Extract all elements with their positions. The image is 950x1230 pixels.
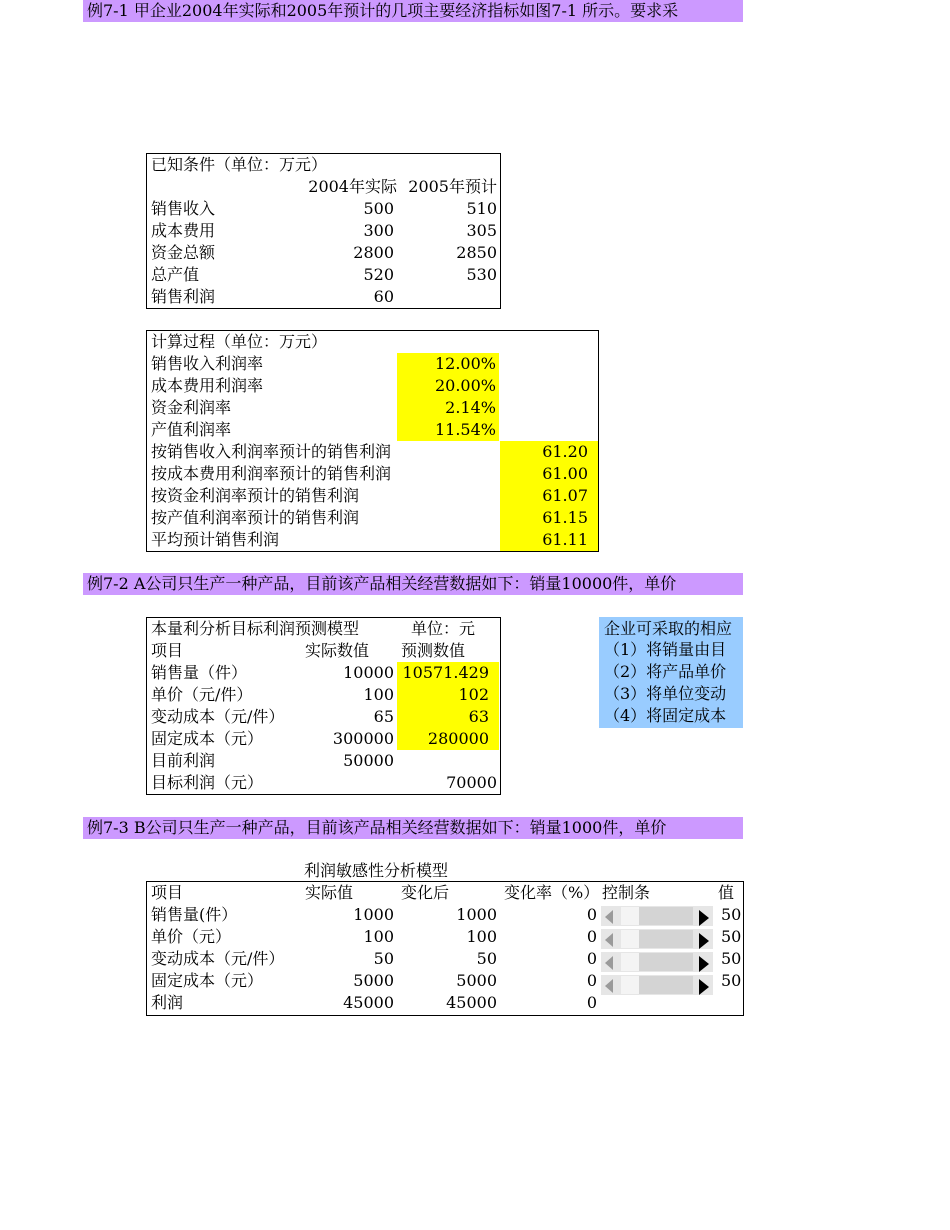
known-row-forecast	[397, 286, 497, 308]
cvp-row-actual: 50000	[343, 751, 394, 770]
known-conditions-table	[146, 153, 501, 309]
cvp-row-actual	[297, 772, 394, 794]
cvp-unit: 单位：元	[411, 619, 476, 638]
known-row-forecast: 510	[466, 199, 497, 218]
cvp-row-label: 固定成本（元）	[151, 729, 264, 748]
cvp-row-actual: 100	[363, 685, 394, 704]
known-row-actual: 2800	[353, 243, 394, 262]
cvp-row-actual: 300000	[332, 729, 394, 748]
calc-rate-value[interactable]: 20.00%	[397, 375, 499, 397]
sens-row-label: 单价（元）	[151, 927, 232, 946]
cvp-row-forecast: 70000	[446, 773, 497, 792]
sens-row-after: 5000	[456, 971, 497, 990]
calc-profit-value[interactable]: 61.11	[500, 529, 598, 551]
cvp-row-forecast[interactable]: 10571.429	[397, 662, 499, 684]
example3-banner: 例7-3 B公司只生产一种产品，目前该产品相关经营数据如下：销量1000件，单价	[83, 817, 743, 839]
calc-rate-value[interactable]: 12.00%	[397, 353, 499, 375]
calc-rate-label: 资金利润率	[151, 398, 232, 417]
calc-profit-label: 按资金利润率预计的销售利润	[151, 486, 360, 505]
calc-profit-label: 按成本费用利润率预计的销售利润	[151, 464, 392, 483]
measures-title: 企业可采取的相应	[604, 619, 733, 638]
sensitivity-table	[146, 881, 744, 1016]
calc-profit-value[interactable]: 61.07	[500, 485, 598, 507]
calc-profit-value[interactable]: 61.00	[500, 463, 598, 485]
known-row-actual: 60	[373, 287, 394, 306]
cvp-row-forecast[interactable]: 63	[397, 706, 499, 728]
sens-col-actual: 实际值	[305, 883, 354, 902]
cvp-row-label: 单价（元/件）	[151, 685, 253, 704]
sens-row-after: 45000	[446, 993, 497, 1012]
sens-row-rate: 0	[586, 927, 597, 946]
sens-row-rate: 0	[586, 993, 597, 1012]
right-arrow-icon[interactable]	[699, 979, 709, 995]
left-arrow-icon[interactable]	[605, 910, 613, 924]
sens-row-after: 50	[476, 949, 497, 968]
measures-note	[599, 617, 743, 728]
known-row-actual: 500	[363, 199, 394, 218]
scrollbar-thumb[interactable]	[621, 907, 639, 925]
control-scrollbar[interactable]	[601, 906, 713, 926]
example2-banner: 例7-2 A公司只生产一种产品，目前该产品相关经营数据如下：销量10000件，单价	[83, 573, 743, 595]
sens-col-control: 控制条	[602, 883, 651, 902]
sens-row-value: 50	[721, 927, 742, 946]
sens-col-rate: 变化率（%）	[504, 883, 600, 902]
example1-banner: 例7-1 甲企业2004年实际和2005年预计的几项主要经济指标如图7-1 所示。要求采	[83, 0, 743, 22]
calc-rate-value[interactable]: 2.14%	[397, 397, 499, 419]
sens-row-rate: 0	[586, 949, 597, 968]
cvp-row-actual: 10000	[343, 663, 394, 682]
cvp-row-label: 变动成本（元/件）	[151, 707, 285, 726]
control-scrollbar[interactable]	[601, 929, 713, 949]
sens-row-label: 利润	[151, 993, 184, 1012]
known-row-label: 总产值	[151, 265, 200, 284]
sens-row-value: 50	[721, 905, 742, 924]
cvp-row-forecast[interactable]: 280000	[397, 728, 499, 750]
known-row-actual: 300	[363, 221, 394, 240]
cvp-title: 本量利分析目标利润预测模型	[151, 619, 360, 638]
calc-process-table	[146, 330, 599, 552]
cvp-row-forecast	[397, 750, 497, 772]
cvp-row-forecast[interactable]: 102	[397, 684, 499, 706]
cvp-row-actual: 65	[373, 707, 394, 726]
sens-row-value: 50	[721, 949, 742, 968]
sens-row-after: 1000	[456, 905, 497, 924]
cvp-row-label: 目标利润（元）	[151, 773, 264, 792]
left-arrow-icon[interactable]	[605, 933, 613, 947]
calc-profit-label: 按销售收入利润率预计的销售利润	[151, 442, 392, 461]
left-arrow-icon[interactable]	[605, 979, 613, 993]
sens-row-label: 固定成本（元）	[151, 971, 264, 990]
sens-row-actual: 45000	[343, 993, 394, 1012]
sens-row-actual: 1000	[353, 905, 394, 924]
sens-row-value: 50	[721, 971, 742, 990]
right-arrow-icon[interactable]	[699, 910, 709, 926]
sens-row-rate: 0	[586, 971, 597, 990]
calc-profit-label: 按产值利润率预计的销售利润	[151, 508, 360, 527]
scrollbar-thumb[interactable]	[621, 930, 639, 948]
sens-row-label: 变动成本（元/件）	[151, 949, 285, 968]
sens-col-after: 变化后	[401, 883, 450, 902]
sens-col-item: 项目	[151, 883, 184, 902]
calc-profit-value[interactable]: 61.15	[500, 507, 598, 529]
calc-profit-label: 平均预计销售利润	[151, 530, 280, 549]
cvp-col-actual: 实际数值	[305, 641, 370, 660]
cvp-col-item: 项目	[151, 641, 184, 660]
calc-profit-value[interactable]: 61.20	[500, 441, 598, 463]
measures-item: （4）将固定成本	[604, 706, 727, 725]
measures-item: （1）将销量由目	[604, 640, 727, 659]
known-row-label: 销售收入	[151, 199, 216, 218]
known-row-forecast: 2850	[456, 243, 497, 262]
known-row-forecast: 305	[466, 221, 497, 240]
cvp-col-forecast: 预测数值	[401, 641, 466, 660]
sens-row-after: 100	[466, 927, 497, 946]
right-arrow-icon[interactable]	[699, 933, 709, 949]
known-row-actual: 520	[363, 265, 394, 284]
measures-item: （3）将单位变动	[604, 684, 727, 703]
sens-row-actual: 100	[363, 927, 394, 946]
control-scrollbar[interactable]	[601, 975, 713, 995]
sens-row-label: 销售量(件）	[151, 905, 238, 924]
scrollbar-thumb[interactable]	[621, 953, 639, 971]
measures-item: （2）将产品单价	[604, 662, 727, 681]
known-row-label: 成本费用	[151, 221, 216, 240]
calc-title: 计算过程（单位：万元）	[151, 332, 328, 351]
control-scrollbar[interactable]	[601, 952, 713, 972]
sens-row-rate: 0	[586, 905, 597, 924]
known-row-label: 销售利润	[151, 287, 216, 306]
calc-rate-label: 产值利润率	[151, 420, 232, 439]
scrollbar-thumb[interactable]	[621, 976, 639, 994]
known-row-label: 资金总额	[151, 243, 216, 262]
sensitivity-title: 利润敏感性分析模型	[304, 861, 449, 880]
calc-rate-label: 成本费用利润率	[151, 376, 264, 395]
calc-rate-value[interactable]: 11.54%	[397, 419, 499, 441]
cvp-row-label: 目前利润	[151, 751, 216, 770]
sens-row-actual: 50	[373, 949, 394, 968]
left-arrow-icon[interactable]	[605, 956, 613, 970]
known-row-forecast: 530	[466, 265, 497, 284]
known-col-forecast: 2005年预计	[408, 177, 497, 196]
sens-col-value: 值	[718, 883, 735, 902]
sens-row-actual: 5000	[353, 971, 394, 990]
known-col-actual: 2004年实际	[308, 177, 397, 196]
right-arrow-icon[interactable]	[699, 956, 709, 972]
cvp-row-label: 销售量（件）	[151, 663, 248, 682]
known-title: 已知条件（单位：万元）	[151, 155, 328, 174]
cvp-model-table	[146, 617, 501, 795]
calc-rate-label: 销售收入利润率	[151, 354, 264, 373]
